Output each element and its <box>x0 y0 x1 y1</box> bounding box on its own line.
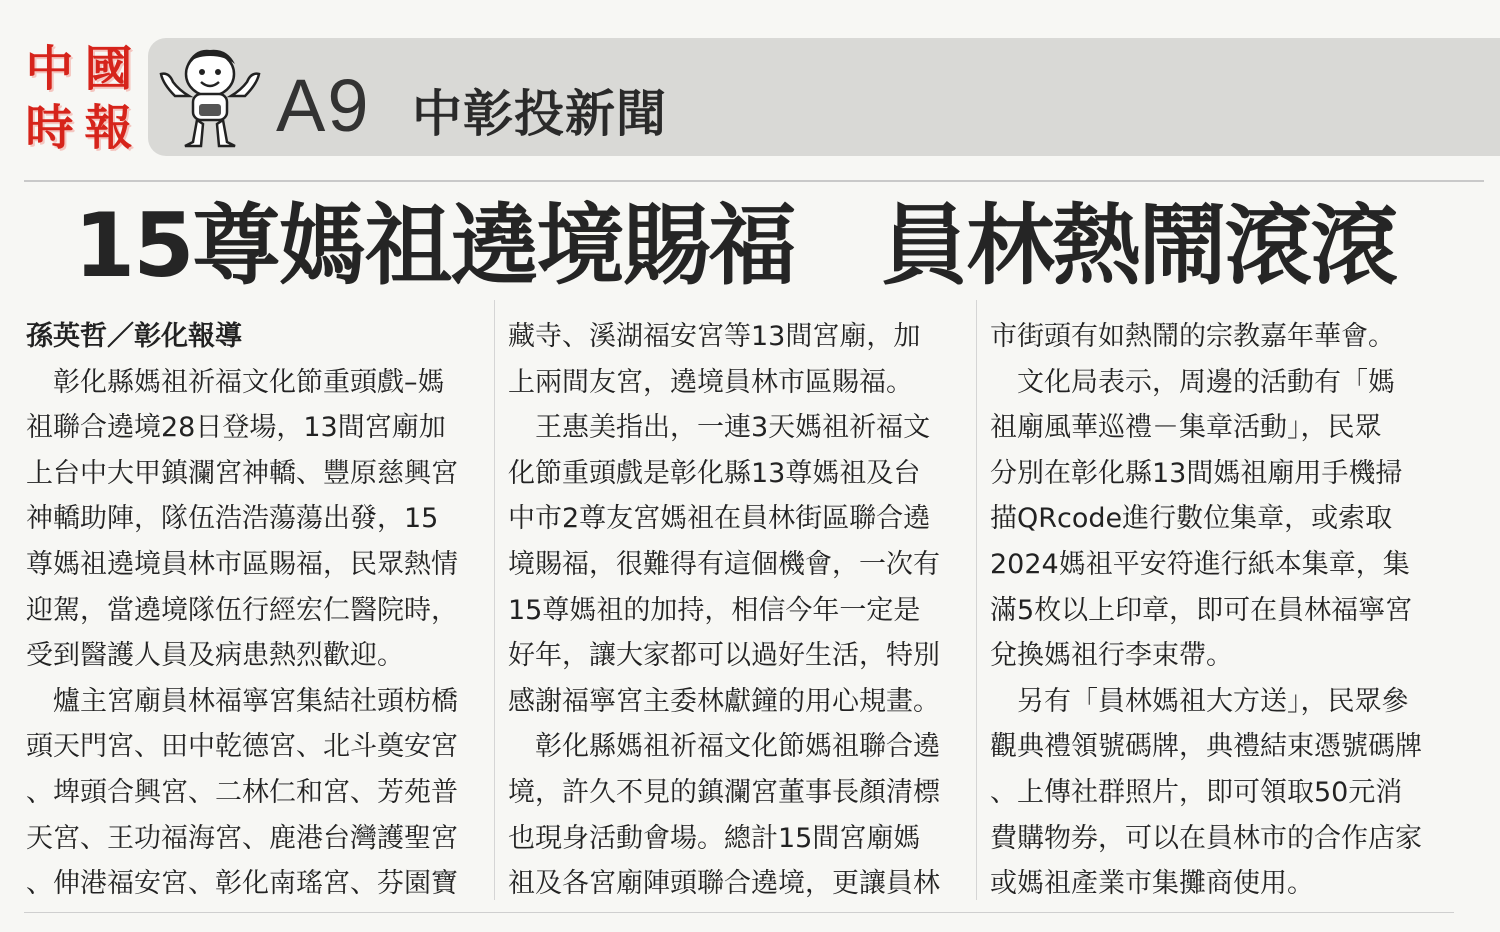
logo-char: 報 <box>84 100 133 156</box>
body-line: 彰化縣媽祖祈福文化節重頭戲–媽 <box>26 366 445 398</box>
body-line: 感謝福寧宮主委林獻鐘的用心規畫。 <box>508 685 940 717</box>
body-line: 文化局表示，周邊的活動有「媽 <box>990 366 1395 398</box>
body-line: 祖及各宮廟陣頭聯合遶境，更讓員林 <box>508 868 940 900</box>
body-line: 上兩間友宮，遶境員林市區賜福。 <box>508 366 913 398</box>
logo-char: 中 <box>25 41 74 97</box>
body-line: 天宮、王功福海宮、鹿港台灣護聖宮 <box>26 822 458 854</box>
header-divider <box>24 180 1484 182</box>
body-line: 頭天門宮、田中乾德宮、北斗奠安宮 <box>26 731 458 763</box>
body-line: 費購物券，可以在員林市的合作店家 <box>990 822 1422 854</box>
body-line: 王惠美指出，一連3天媽祖祈福文 <box>508 412 931 444</box>
body-line: 受到醫護人員及病患熱烈歡迎。 <box>26 640 404 672</box>
body-line: 兌換媽祖行李束帶。 <box>990 640 1233 672</box>
newspaper-logo <box>20 40 138 158</box>
body-line: 上台中大甲鎮瀾宮神轎、豐原慈興宮 <box>26 457 458 489</box>
body-line: 分別在彰化縣13間媽祖廟用手機掃 <box>990 457 1403 489</box>
body-line: 2024媽祖平安符進行紙本集章，集 <box>990 548 1410 580</box>
body-line: 祖聯合遶境28日登場，13間宮廟加 <box>26 412 446 444</box>
article-column-2 <box>508 314 940 907</box>
body-line: 祖廟風華巡禮－集章活動」，民眾 <box>990 412 1382 444</box>
body-line: 爐主宮廟員林福寧宮集結社頭枋橋 <box>26 685 458 717</box>
body-line: 滿5枚以上印章，即可在員林福寧宮 <box>990 594 1413 626</box>
body-line: 化節重頭戲是彰化縣13尊媽祖及台 <box>508 457 921 489</box>
page-number: A9 <box>276 64 371 147</box>
body-line: 市街頭有如熱鬧的宗教嘉年華會。 <box>990 321 1395 352</box>
body-line: 迎駕，當遶境隊伍行經宏仁醫院時， <box>26 594 458 626</box>
byline: 孫英哲／彰化報導 <box>26 321 242 352</box>
logo-char: 時 <box>25 100 74 156</box>
body-line: 境賜福，很難得有這個機會，一次有 <box>508 548 940 580</box>
article-headline: 15尊媽祖遶境賜福 員林熱鬧滾滾 <box>74 194 1397 297</box>
article-column-1 <box>26 314 458 907</box>
body-line: 、上傳社群照片，即可領取50元消 <box>990 776 1403 808</box>
body-line: 中市2尊友宮媽祖在員林街區聯合遶 <box>508 503 931 535</box>
page-bottom-rule <box>24 912 1454 913</box>
body-line: 彰化縣媽祖祈福文化節媽祖聯合遶 <box>508 731 940 763</box>
body-line: 觀典禮領號碼牌，典禮結束憑號碼牌 <box>990 731 1422 763</box>
body-line: 另有「員林媽祖大方送」，民眾參 <box>990 685 1409 717</box>
body-line: 描QRcode進行數位集章，或索取 <box>990 503 1393 535</box>
column-divider <box>494 300 495 900</box>
body-line: 、埤頭合興宮、二林仁和宮、芳苑普 <box>26 776 458 808</box>
body-line: 或媽祖產業市集攤商使用。 <box>990 868 1314 900</box>
body-line: 好年，讓大家都可以過好生活，特別 <box>508 640 940 672</box>
body-line: 境，許久不見的鎮瀾宮董事長顏清標 <box>508 776 940 808</box>
logo-char: 國 <box>84 41 133 97</box>
body-line: 15尊媽祖的加持，相信今年一定是 <box>508 594 921 626</box>
article-column-3 <box>990 314 1422 907</box>
mascot-cartoon-icon <box>155 44 265 154</box>
section-title: 中彰投新聞 <box>412 85 667 143</box>
body-line: 神轎助陣，隊伍浩浩蕩蕩出發，15 <box>26 503 439 535</box>
body-line: 藏寺、溪湖福安宮等13間宮廟，加 <box>508 321 921 352</box>
column-divider <box>976 300 977 900</box>
body-line: 也現身活動會場。總計15間宮廟媽 <box>508 822 921 854</box>
body-line: 尊媽祖遶境員林市區賜福，民眾熱情 <box>26 548 458 580</box>
body-line: 、伸港福安宮、彰化南瑤宮、芬園寶 <box>26 868 458 900</box>
